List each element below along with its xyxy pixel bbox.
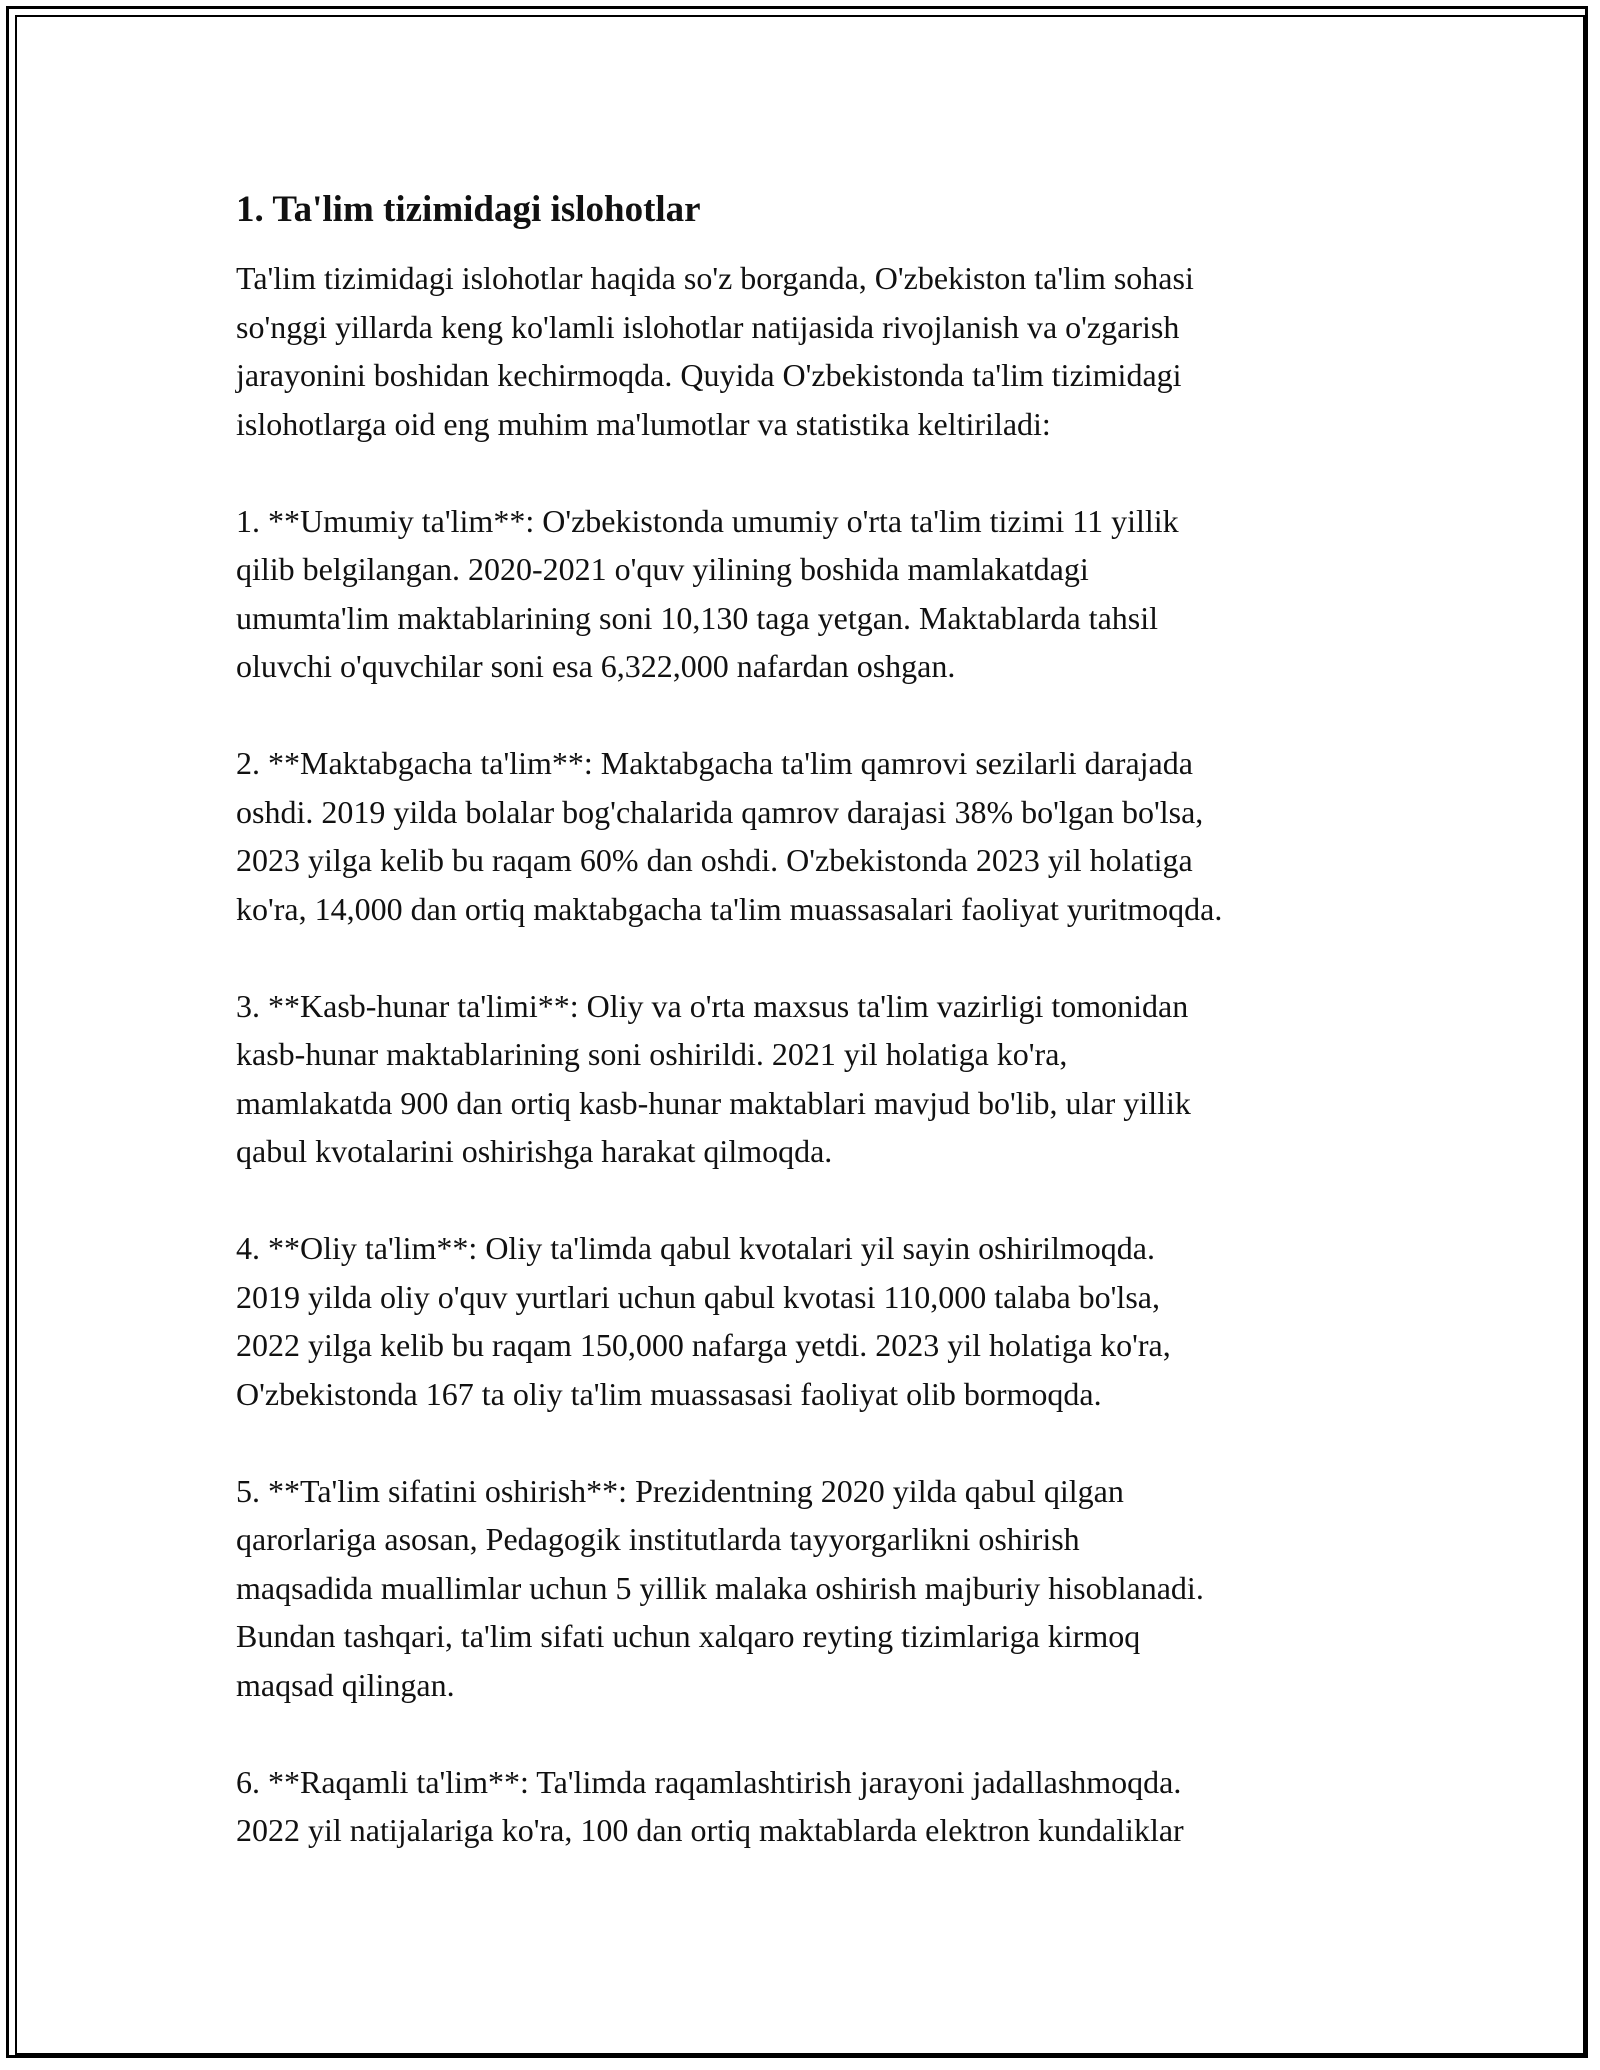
list-item-digital-education (236, 1758, 1386, 1855)
section-heading: 1. Ta'lim tizimidagi islohotlar (236, 189, 701, 230)
text-line: 6. **Raqamli ta'lim**: Ta'limda raqamlashtirish jarayoni jadallashmoqda. (236, 1763, 1182, 1800)
text-line: 2. **Maktabgacha ta'lim**: Maktabgacha ta'lim qamrovi sezilarli darajada (236, 745, 1193, 781)
text-line: kasb-hunar maktablarining soni oshirildi. 2021 yil holatiga ko'ra, (236, 1036, 1068, 1072)
intro-paragraph (236, 254, 1386, 448)
text-line: O'zbekistonda 167 ta oliy ta'lim muassasasi faoliyat olib bormoqda. (236, 1375, 1102, 1412)
text-line: Ta'lim tizimidagi islohotlar haqida so'z borganda, O'zbekiston ta'lim sohasi (236, 260, 1194, 296)
text-line: oshdi. 2019 yilda bolalar bog'chalarida qamrov darajasi 38% bo'lgan bo'lsa, (236, 793, 1204, 830)
text-line: 2022 yil natijalariga ko'ra, 100 dan ortiq maktablarda elektron kundaliklar (236, 1812, 1184, 1848)
text-line: ko'ra, 14,000 dan ortiq maktabgacha ta'lim muassasalari faoliyat yuritmoqda. (236, 890, 1223, 927)
text-line: islohotlarga oid eng muhim ma'lumotlar va statistika keltiriladi: (236, 405, 1051, 442)
text-line: maqsadida muallimlar uchun 5 yillik malaka oshirish majburiy hisoblanadi. (236, 1569, 1204, 1606)
text-line: qilib belgilangan. 2020-2021 o'quv yilining boshida mamlakatdagi (236, 551, 1089, 587)
text-line: jarayonini boshidan kechirmoqda. Quyida O'zbekistonda ta'lim tizimidagi (236, 357, 1182, 393)
document-body (236, 186, 1386, 1903)
text-line: maqsad qilingan. (236, 1666, 455, 1703)
text-line: so'nggi yillarda keng ko'lamli islohotlar natijasida rivojlanish va o'zgarish (236, 308, 1180, 345)
list-item-education-quality (236, 1467, 1386, 1710)
text-line: 2022 yilga kelib bu raqam 150,000 nafarga yetdi. 2023 yil holatiga ko'ra, (236, 1327, 1171, 1363)
text-line: 2019 yilda oliy o'quv yurtlari uchun qabul kvotasi 110,000 talaba bo'lsa, (236, 1278, 1160, 1315)
list-item-general-education (236, 497, 1386, 691)
text-line: 2023 yilga kelib bu raqam 60% dan oshdi. O'zbekistonda 2023 yil holatiga (236, 842, 1193, 878)
text-line: 4. **Oliy ta'lim**: Oliy ta'limda qabul kvotalari yil sayin oshirilmoqda. (236, 1230, 1155, 1266)
text-line: Bundan tashqari, ta'lim sifati uchun xalqaro reyting tizimlariga kirmoq (236, 1618, 1141, 1654)
text-line: oluvchi o'quvchilar soni esa 6,322,000 nafardan oshgan. (236, 648, 956, 684)
list-item-vocational-education (236, 982, 1386, 1176)
text-line: 5. **Ta'lim sifatini oshirish**: Prezidentning 2020 yilda qabul qilgan (236, 1472, 1124, 1509)
list-item-higher-education (236, 1224, 1386, 1418)
text-line: qabul kvotalarini oshirishga harakat qilmoqda. (236, 1133, 833, 1169)
text-line: 1. **Umumiy ta'lim**: O'zbekistonda umumiy o'rta ta'lim tizimi 11 yillik (236, 502, 1179, 539)
text-line: 3. **Kasb-hunar ta'limi**: Oliy va o'rta maxsus ta'lim vazirligi tomonidan (236, 987, 1189, 1024)
text-line: mamlakatda 900 dan ortiq kasb-hunar maktablari mavjud bo'lib, ular yillik (236, 1084, 1191, 1121)
text-line: qarorlariga asosan, Pedagogik institutlarda tayyorgarlikni oshirish (236, 1521, 1080, 1557)
list-item-preschool-education (236, 739, 1386, 933)
text-line: umumta'lim maktablarining soni 10,130 taga yetgan. Maktablarda tahsil (236, 599, 1158, 636)
